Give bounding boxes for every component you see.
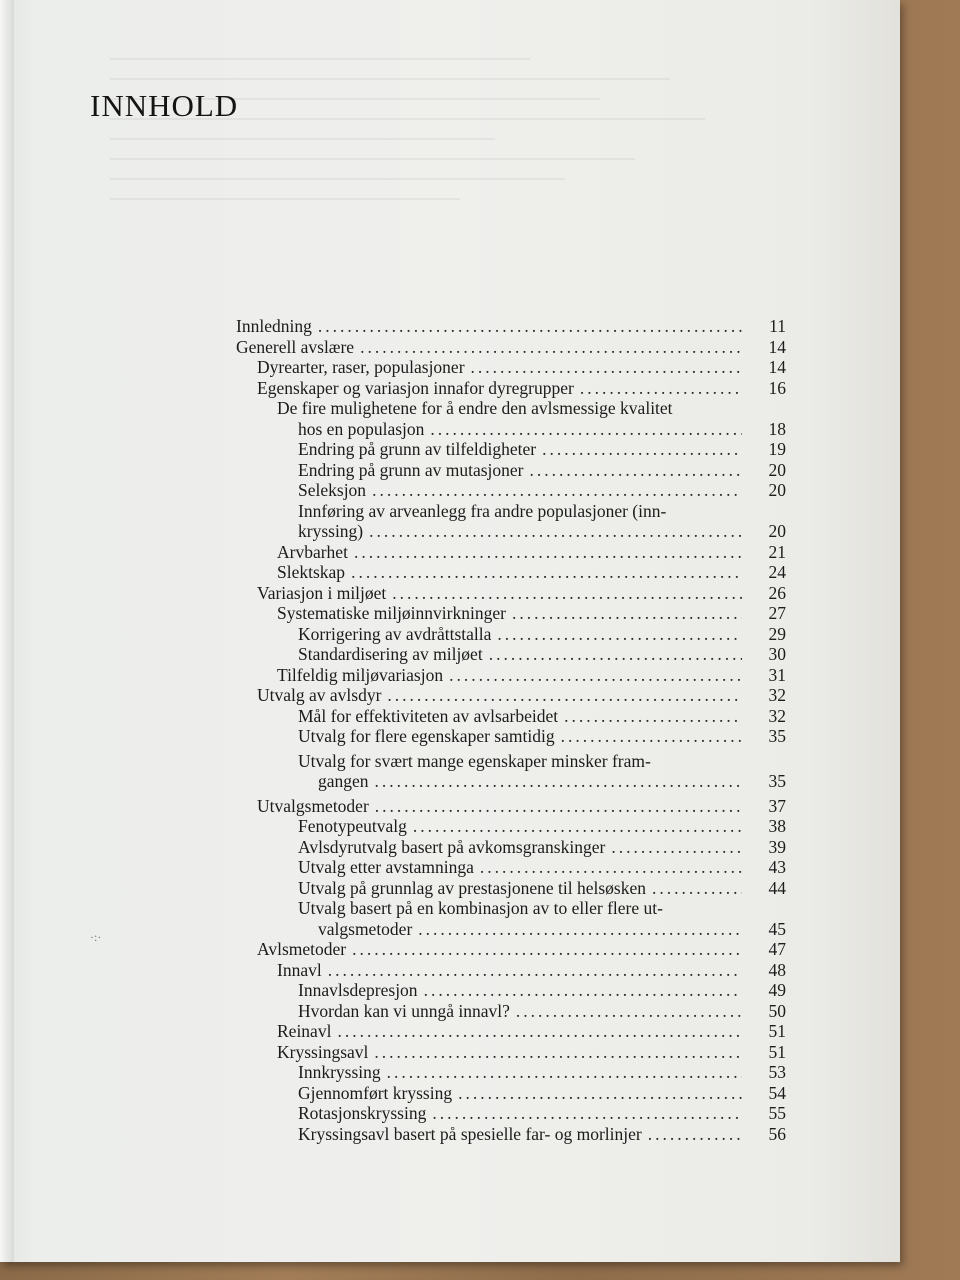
toc-page-number: 49 <box>768 980 786 1000</box>
toc-entry-label: Kryssingsavl basert på spesielle far- og morlinjer <box>298 1123 642 1144</box>
toc-page-number: 14 <box>768 336 786 357</box>
toc-entry-label: Utvalg basert på en kombinasjon av to eller flere ut- <box>298 898 663 918</box>
toc-entry-label: Reinavl <box>277 1021 332 1041</box>
dot-leader <box>611 837 742 858</box>
toc-page-number: 44 <box>768 877 786 898</box>
toc-entry[interactable] <box>236 1062 786 1083</box>
page-gutter <box>0 0 14 1262</box>
toc-page-number: 43 <box>768 857 786 877</box>
toc-entry[interactable] <box>236 501 786 522</box>
toc-entry[interactable] <box>236 1083 786 1104</box>
dot-leader <box>542 439 742 460</box>
toc-entry-label: Korrigering av avdråttstalla <box>298 623 492 644</box>
dot-leader <box>351 562 742 583</box>
page-title: INNHOLD <box>90 88 239 123</box>
toc-page-number: 20 <box>768 459 786 480</box>
toc-entry[interactable] <box>236 939 786 960</box>
toc-entry-label: Dyrearter, raser, populasjoner <box>257 357 465 377</box>
toc-entry-label: Slektskap <box>277 562 346 582</box>
toc-page-number: 32 <box>768 705 786 726</box>
toc-page-number: 39 <box>768 836 786 857</box>
toc-page-number: 54 <box>768 1082 786 1103</box>
dot-leader <box>458 1083 742 1104</box>
toc-entry-label: Utvalgsmetoder <box>257 795 369 816</box>
toc-entry[interactable] <box>236 665 786 686</box>
toc-page-number: 35 <box>768 726 786 746</box>
toc-entry-label: Hvordan kan vi unngå innavl? <box>298 1000 510 1021</box>
dot-leader <box>375 771 742 792</box>
dot-leader <box>418 919 742 940</box>
toc-page-number: 27 <box>768 603 786 623</box>
toc-entry[interactable] <box>236 706 786 727</box>
toc-entry-label: Innavlsdepresjon <box>298 980 418 1000</box>
toc-entry-continuation[interactable] <box>236 919 786 940</box>
toc-page-number: 11 <box>769 316 786 336</box>
toc-page-number: 24 <box>768 562 786 582</box>
toc-entry[interactable] <box>236 857 786 878</box>
dot-leader <box>372 480 742 501</box>
toc-entry[interactable] <box>236 644 786 665</box>
toc-entry-label: Systematiske miljøinnvirkninger <box>277 603 506 623</box>
toc-page-number: 48 <box>768 959 786 980</box>
toc-entry[interactable] <box>236 1021 786 1042</box>
pencil-mark: ·:· <box>90 930 102 944</box>
toc-entry-label: Avlsmetoder <box>257 939 347 959</box>
toc-entry[interactable] <box>236 1001 786 1022</box>
toc-entry[interactable] <box>236 1042 786 1063</box>
toc-entry[interactable] <box>236 685 786 706</box>
dot-leader <box>512 603 742 624</box>
toc-entry[interactable] <box>236 542 786 563</box>
toc-page-number: 37 <box>768 795 786 816</box>
toc-page-number: 51 <box>768 1021 786 1041</box>
toc-entry[interactable] <box>236 583 786 604</box>
toc-entry-label: Utvalg av avlsdyr <box>257 685 382 705</box>
toc-entry-label: Endring på grunn av mutasjoner <box>298 459 524 480</box>
toc-entry-label: Mål for effektiviteten av avlsarbeidet <box>298 705 559 726</box>
toc-entry[interactable] <box>236 316 786 337</box>
dot-leader <box>387 1062 742 1083</box>
dot-leader <box>652 878 742 899</box>
dot-leader <box>352 939 742 960</box>
toc-entry-label-continuation: valgsmetoder <box>318 918 413 939</box>
dot-leader <box>449 665 742 686</box>
toc-entry[interactable] <box>236 562 786 583</box>
toc-entry-label: Generell avslære <box>236 336 355 357</box>
toc-entry[interactable] <box>236 980 786 1001</box>
dot-leader <box>561 726 742 747</box>
dot-leader <box>432 1103 742 1124</box>
toc-entry-label: Tilfeldig miljøvariasjon <box>277 664 444 685</box>
dot-leader <box>564 706 742 727</box>
toc-entry[interactable] <box>236 816 786 837</box>
toc-entry-label: Utvalg etter avstamninga <box>298 857 474 877</box>
toc-entry-label: Rotasjonskryssing <box>298 1103 427 1123</box>
toc-entry-label: Seleksjon <box>298 480 367 500</box>
toc-entry-label: Innføring av arveanlegg fra andre populasjoner (inn- <box>298 500 667 521</box>
dot-leader <box>530 460 742 481</box>
show-through-text <box>110 40 810 300</box>
toc-entry-label: Arvbarhet <box>277 541 348 562</box>
dot-leader <box>392 583 742 604</box>
toc-page-number: 14 <box>768 357 786 377</box>
table-of-contents <box>236 316 786 1144</box>
toc-entry[interactable] <box>236 837 786 858</box>
toc-entry[interactable] <box>236 357 786 378</box>
toc-entry[interactable] <box>236 878 786 899</box>
toc-entry[interactable] <box>236 460 786 481</box>
toc-page-number: 20 <box>768 480 786 500</box>
toc-entry[interactable] <box>236 439 786 460</box>
toc-page-number: 55 <box>768 1103 786 1123</box>
dot-leader <box>328 960 742 981</box>
dot-leader <box>480 857 742 878</box>
toc-entry-label: Egenskaper og variasjon innafor dyregrupper <box>257 377 574 398</box>
toc-page-number: 18 <box>768 418 786 439</box>
toc-page-number: 21 <box>768 541 786 562</box>
toc-entry-label-continuation: kryssing) <box>298 521 364 541</box>
toc-entry[interactable] <box>236 378 786 399</box>
toc-entry-label: Avlsdyrutvalg basert på avkomsgranskinger <box>298 836 606 857</box>
toc-entry-label: Innavl <box>277 959 322 980</box>
toc-page-number: 56 <box>768 1123 786 1144</box>
toc-page-number: 45 <box>768 918 786 939</box>
toc-page-number: 26 <box>768 582 786 603</box>
dot-leader <box>337 1021 742 1042</box>
toc-entry-label-continuation: hos en populasjon <box>298 418 425 439</box>
toc-entry-label: Kryssingsavl <box>277 1041 369 1062</box>
toc-entry-continuation[interactable] <box>236 521 786 542</box>
toc-entry-label: Utvalg for flere egenskaper samtidig <box>298 726 555 746</box>
dot-leader <box>318 316 742 337</box>
dot-leader <box>413 816 742 837</box>
toc-entry-label: Gjennomført kryssing <box>298 1082 453 1103</box>
toc-entry-label: Endring på grunn av tilfeldigheter <box>298 439 537 459</box>
toc-entry-label-continuation: gangen <box>318 771 369 791</box>
toc-page-number: 20 <box>768 521 786 541</box>
toc-page-number: 29 <box>768 623 786 644</box>
toc-page-number: 30 <box>768 644 786 664</box>
toc-entry[interactable] <box>236 726 786 747</box>
toc-page-number: 31 <box>768 664 786 685</box>
toc-entry[interactable] <box>236 398 786 419</box>
toc-page-number: 35 <box>768 771 786 791</box>
toc-entry[interactable] <box>236 898 786 919</box>
dot-leader <box>648 1124 742 1145</box>
toc-entry-label: Standardisering av miljøet <box>298 644 483 664</box>
dot-leader <box>424 980 742 1001</box>
toc-page-number: 50 <box>768 1000 786 1021</box>
dot-leader <box>430 419 742 440</box>
toc-page-number: 53 <box>768 1062 786 1082</box>
toc-entry-label: Fenotypeutvalg <box>298 816 407 836</box>
toc-entry-continuation[interactable] <box>236 771 786 792</box>
toc-page-number: 51 <box>768 1041 786 1062</box>
toc-entry-label: De fire mulighetene for å endre den avlsmessige kvalitet <box>277 398 673 418</box>
toc-entry-continuation[interactable] <box>236 419 786 440</box>
toc-entry[interactable] <box>236 1124 786 1145</box>
toc-entry[interactable] <box>236 480 786 501</box>
dot-leader <box>516 1001 742 1022</box>
toc-entry[interactable] <box>236 751 786 772</box>
dot-leader <box>375 796 742 817</box>
toc-entry-label: Variasjon i miljøet <box>257 582 387 603</box>
toc-page-number: 32 <box>768 685 786 705</box>
dot-leader <box>369 521 742 542</box>
toc-entry[interactable] <box>236 960 786 981</box>
toc-page-number: 38 <box>768 816 786 836</box>
toc-entry[interactable] <box>236 337 786 358</box>
toc-entry[interactable] <box>236 796 786 817</box>
toc-entry-label: Innkryssing <box>298 1062 381 1082</box>
dot-leader <box>580 378 742 399</box>
dot-leader <box>497 624 742 645</box>
toc-entry-label: Utvalg på grunnlag av prestasjonene til helsøsken <box>298 877 646 898</box>
toc-entry-label: Innledning <box>236 316 312 336</box>
dot-leader <box>374 1042 742 1063</box>
toc-entry[interactable] <box>236 1103 786 1124</box>
dot-leader <box>489 644 742 665</box>
dot-leader <box>360 337 742 358</box>
toc-page-number: 47 <box>768 939 786 959</box>
dot-leader <box>354 542 742 563</box>
toc-entry-label: Utvalg for svært mange egenskaper minsker fram- <box>298 750 651 771</box>
dot-leader <box>471 357 742 378</box>
toc-page-number: 19 <box>768 439 786 459</box>
toc-entry[interactable] <box>236 603 786 624</box>
toc-entry[interactable] <box>236 624 786 645</box>
dot-leader <box>387 685 742 706</box>
toc-page-number: 16 <box>768 377 786 398</box>
